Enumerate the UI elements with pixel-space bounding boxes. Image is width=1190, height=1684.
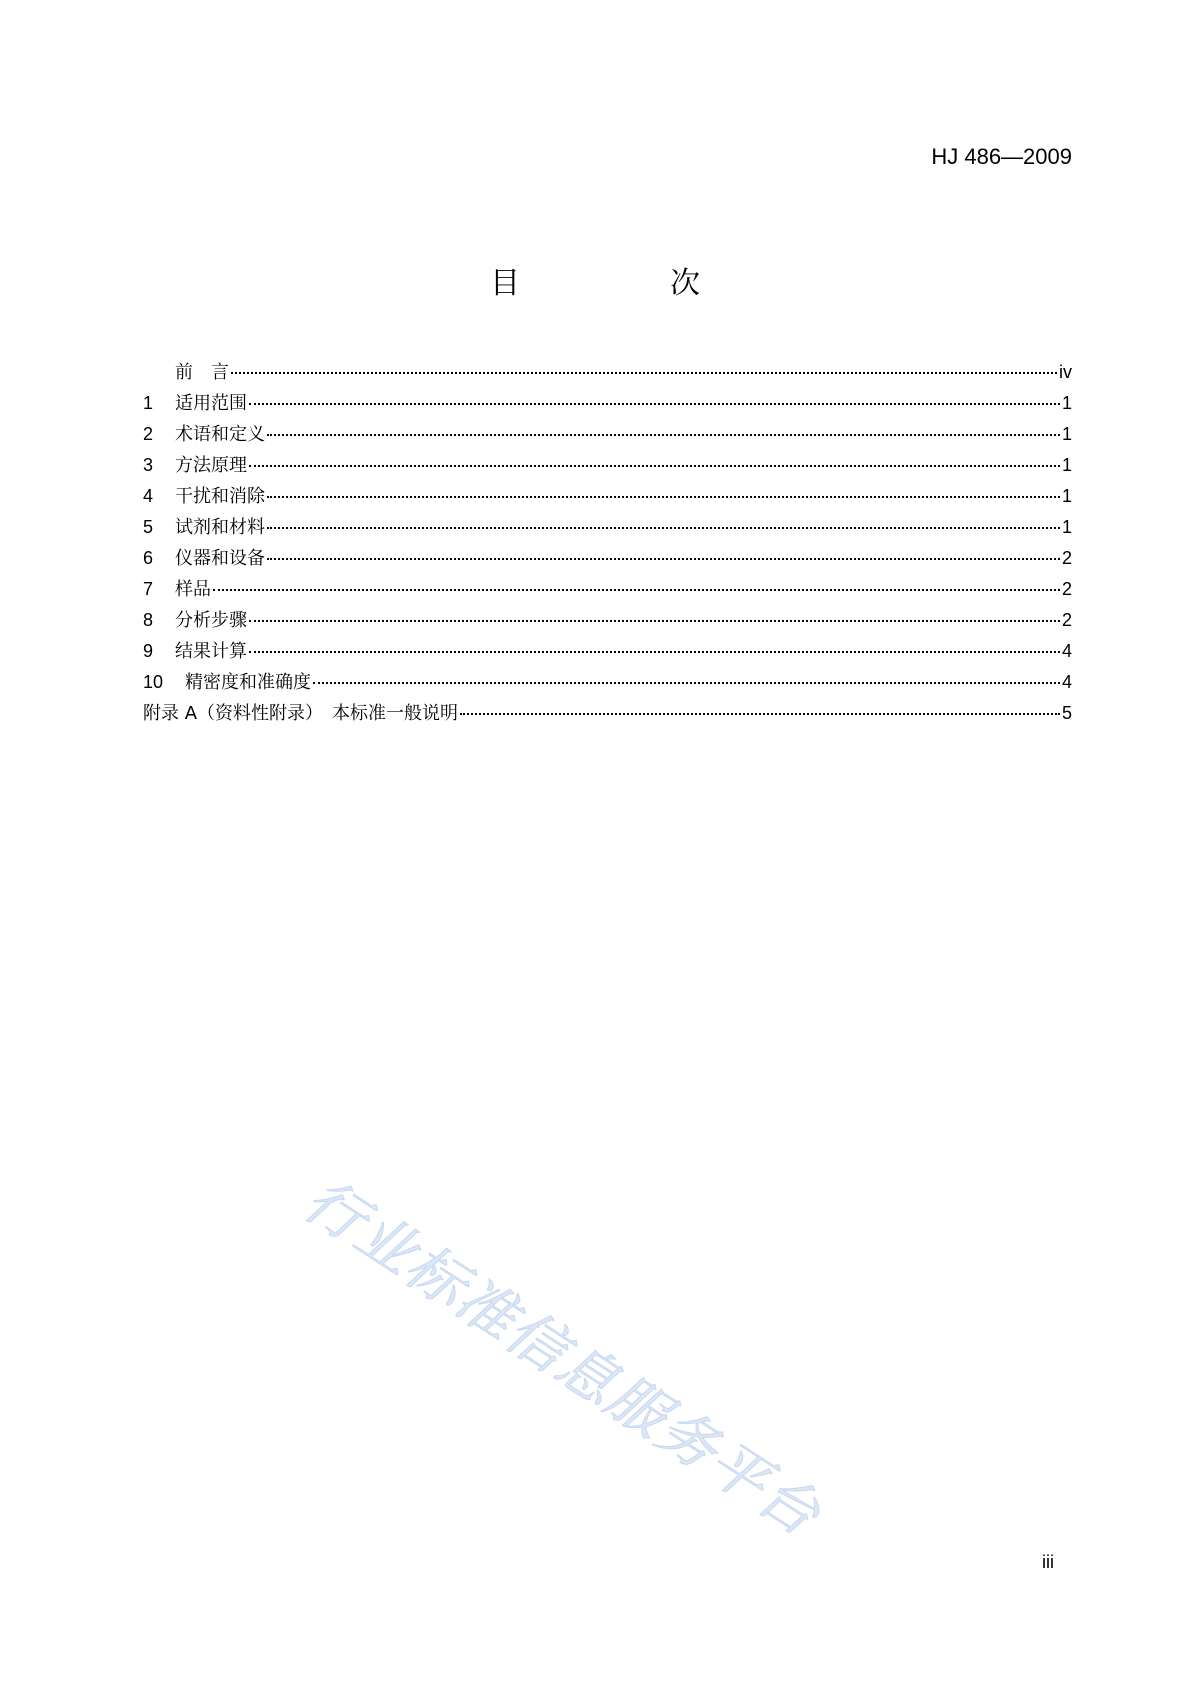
toc-entry-label: 精密度和准确度 bbox=[185, 672, 311, 693]
toc-entry-number: 1 bbox=[143, 393, 154, 413]
toc-dot-leader bbox=[267, 434, 1060, 436]
toc-entry[interactable] bbox=[143, 357, 1072, 388]
toc-entry[interactable] bbox=[143, 667, 1072, 698]
toc-dot-leader bbox=[267, 558, 1060, 560]
toc-dot-leader bbox=[460, 713, 1060, 715]
toc-entry-page: 1 bbox=[1061, 486, 1072, 506]
toc-entry-page: 1 bbox=[1061, 455, 1072, 475]
toc-dot-leader bbox=[213, 589, 1060, 591]
toc-entry-label: 样品 bbox=[175, 579, 211, 600]
toc-entry-page: iv bbox=[1059, 362, 1072, 382]
toc-entry[interactable] bbox=[143, 543, 1072, 574]
watermark: 行业标准信息服务平台 bbox=[292, 1165, 834, 1550]
toc-entry[interactable] bbox=[143, 419, 1072, 450]
toc-entry-page: 5 bbox=[1061, 703, 1072, 723]
toc-dot-leader bbox=[249, 620, 1060, 622]
toc-entry-label: 前 言 bbox=[175, 362, 229, 383]
toc-entry-page: 4 bbox=[1061, 672, 1072, 692]
toc-dot-leader bbox=[267, 527, 1060, 529]
toc-entry-number: 8 bbox=[143, 610, 154, 630]
toc-entry-label: 适用范围 bbox=[175, 393, 247, 414]
toc-entry-number: 2 bbox=[143, 424, 154, 444]
toc-entry-label: 术语和定义 bbox=[175, 424, 265, 445]
toc-dot-leader bbox=[249, 651, 1060, 653]
toc-entry-number: 4 bbox=[143, 486, 154, 506]
toc-dot-leader bbox=[313, 682, 1060, 684]
toc-title: 目 次 bbox=[490, 266, 760, 301]
toc-entry-label: 试剂和材料 bbox=[175, 517, 265, 538]
table-of-contents bbox=[143, 357, 1072, 729]
toc-entry-label: 方法原理 bbox=[175, 455, 247, 476]
toc-entry-label: 结果计算 bbox=[175, 641, 247, 662]
toc-dot-leader bbox=[267, 496, 1060, 498]
toc-entry[interactable] bbox=[143, 450, 1072, 481]
toc-entry[interactable] bbox=[143, 481, 1072, 512]
toc-entry[interactable] bbox=[143, 512, 1072, 543]
toc-dot-leader bbox=[231, 372, 1057, 374]
toc-entry-number: 9 bbox=[143, 641, 154, 661]
toc-dot-leader bbox=[249, 403, 1060, 405]
page-number: iii bbox=[1042, 1552, 1054, 1572]
toc-entry-page: 2 bbox=[1061, 579, 1072, 599]
toc-entry-page: 1 bbox=[1061, 393, 1072, 413]
toc-entry-page: 4 bbox=[1061, 641, 1072, 661]
toc-entry-page: 2 bbox=[1061, 548, 1072, 568]
toc-entry-label: 附录 A（资料性附录） 本标准一般说明 bbox=[143, 703, 459, 724]
toc-entry-page: 1 bbox=[1061, 517, 1072, 537]
toc-entry-label: 分析步骤 bbox=[175, 610, 247, 631]
toc-entry-label: 仪器和设备 bbox=[175, 548, 265, 569]
toc-entry-number: 6 bbox=[143, 548, 154, 568]
toc-dot-leader bbox=[249, 465, 1060, 467]
document-code: HJ 486—2009 bbox=[931, 144, 1072, 169]
toc-entry-number: 5 bbox=[143, 517, 154, 537]
toc-entry-number: 7 bbox=[143, 579, 154, 599]
toc-entry-number: 3 bbox=[143, 455, 154, 475]
toc-entry[interactable] bbox=[143, 636, 1072, 667]
toc-entry-page: 2 bbox=[1061, 610, 1072, 630]
toc-entry-page: 1 bbox=[1061, 424, 1072, 444]
toc-entry-label: 干扰和消除 bbox=[175, 486, 265, 507]
toc-entry[interactable] bbox=[143, 605, 1072, 636]
toc-entry[interactable] bbox=[143, 698, 1072, 729]
toc-entry[interactable] bbox=[143, 574, 1072, 605]
toc-entry[interactable] bbox=[143, 388, 1072, 419]
toc-entry-number: 10 bbox=[143, 672, 164, 692]
